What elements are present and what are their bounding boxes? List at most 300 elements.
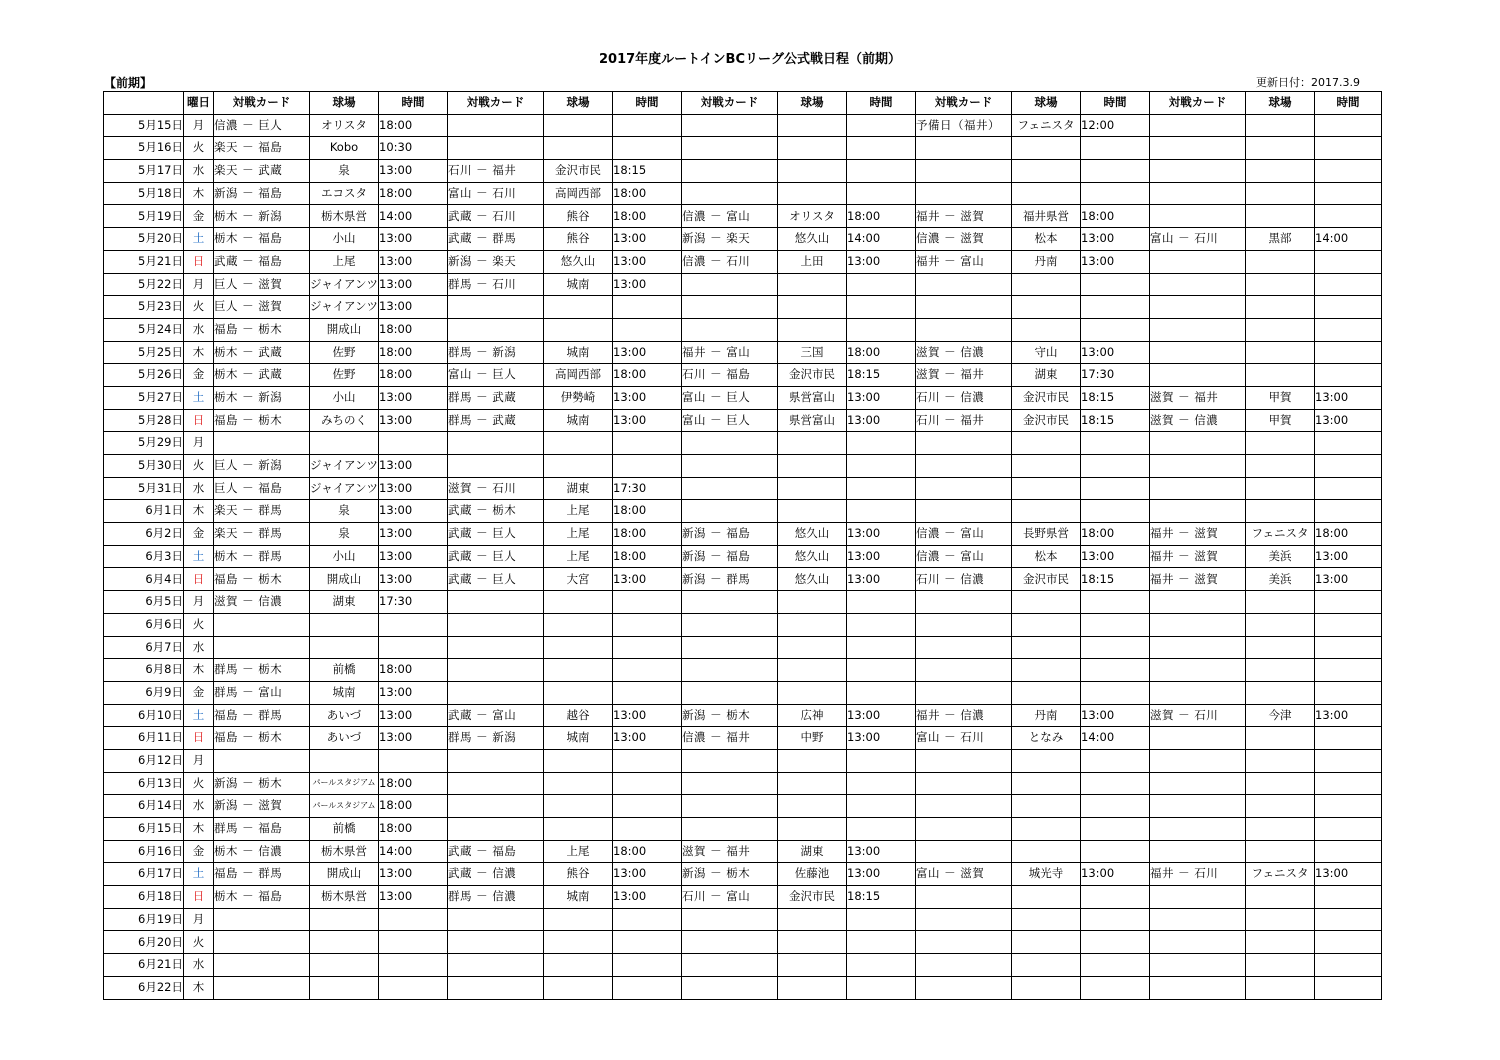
time-cell: 18:00 <box>379 795 448 818</box>
venue-cell: 福井県営 <box>1012 205 1081 228</box>
match-cell <box>916 976 1012 999</box>
venue-cell: 城南 <box>544 341 613 364</box>
date-cell: 5月29日 <box>104 432 184 455</box>
match-cell <box>1150 818 1246 841</box>
page-title: 2017年度ルートインBCリーグ公式戦日程（前期） <box>599 52 901 67</box>
header-time: 時間 <box>613 92 682 115</box>
venue-cell: 開成山 <box>310 863 379 886</box>
venue-cell: フェニスタ <box>1246 863 1315 886</box>
time-cell <box>1315 954 1382 977</box>
time-cell <box>1081 500 1150 523</box>
venue-cell <box>310 976 379 999</box>
venue-cell: 上田 <box>778 250 847 273</box>
time-cell: 13:00 <box>379 228 448 251</box>
time-cell: 13:00 <box>613 386 682 409</box>
venue-cell: 熊谷 <box>544 228 613 251</box>
time-cell <box>1081 273 1150 296</box>
venue-cell: あいづ <box>310 727 379 750</box>
match-cell <box>448 772 544 795</box>
time-cell <box>1081 795 1150 818</box>
header-date <box>104 92 184 115</box>
venue-cell: 甲賀 <box>1246 409 1315 432</box>
match-cell <box>682 477 778 500</box>
match-cell: 栃木 － 武蔵 <box>214 341 310 364</box>
time-cell: 13:00 <box>379 386 448 409</box>
weekday-cell: 木 <box>184 500 214 523</box>
venue-cell <box>1012 659 1081 682</box>
time-cell: 13:00 <box>1081 545 1150 568</box>
match-cell: 栃木 － 福島 <box>214 228 310 251</box>
venue-cell <box>310 931 379 954</box>
time-cell <box>1315 250 1382 273</box>
venue-cell <box>1246 840 1315 863</box>
match-cell <box>916 318 1012 341</box>
header-time: 時間 <box>379 92 448 115</box>
weekday-cell: 水 <box>184 477 214 500</box>
date-cell: 5月26日 <box>104 364 184 387</box>
match-cell: 武蔵 － 巨人 <box>448 545 544 568</box>
weekday-cell: 火 <box>184 296 214 319</box>
time-cell: 18:00 <box>1081 205 1150 228</box>
match-cell: 富山 － 石川 <box>916 727 1012 750</box>
match-cell <box>448 318 544 341</box>
match-cell: 石川 － 信濃 <box>916 386 1012 409</box>
match-cell: 群馬 － 栃木 <box>214 659 310 682</box>
date-cell: 6月18日 <box>104 886 184 909</box>
time-cell: 13:00 <box>379 160 448 183</box>
match-cell: 武蔵 － 富山 <box>448 704 544 727</box>
time-cell: 18:00 <box>613 523 682 546</box>
venue-cell: みちのく <box>310 409 379 432</box>
date-cell: 6月15日 <box>104 818 184 841</box>
match-cell <box>1150 886 1246 909</box>
date-cell: 6月13日 <box>104 772 184 795</box>
match-cell: 福井 － 滋賀 <box>1150 545 1246 568</box>
date-cell: 6月3日 <box>104 545 184 568</box>
match-cell <box>682 160 778 183</box>
table-row <box>104 477 1382 500</box>
match-cell: 新潟 － 福島 <box>682 523 778 546</box>
venue-cell <box>778 432 847 455</box>
time-cell <box>1315 114 1382 137</box>
venue-cell <box>778 477 847 500</box>
table-row <box>104 613 1382 636</box>
venue-cell: 佐藤池 <box>778 863 847 886</box>
venue-cell <box>1246 432 1315 455</box>
updated-date: 更新日付：2017.3.9 <box>1256 76 1360 89</box>
weekday-cell: 月 <box>184 591 214 614</box>
time-cell <box>847 432 916 455</box>
venue-cell <box>544 613 613 636</box>
date-cell: 6月21日 <box>104 954 184 977</box>
weekday-cell: 水 <box>184 795 214 818</box>
match-cell: 栃木 － 信濃 <box>214 840 310 863</box>
header-match: 対戦カード <box>448 92 544 115</box>
venue-cell <box>1012 273 1081 296</box>
match-cell <box>682 749 778 772</box>
match-cell <box>682 613 778 636</box>
time-cell <box>1315 976 1382 999</box>
venue-cell: 城南 <box>544 273 613 296</box>
weekday-cell: 土 <box>184 863 214 886</box>
time-cell <box>1315 795 1382 818</box>
weekday-cell: 日 <box>184 886 214 909</box>
match-cell <box>448 931 544 954</box>
match-cell: 群馬 － 武蔵 <box>448 386 544 409</box>
venue-cell <box>1246 659 1315 682</box>
time-cell <box>847 613 916 636</box>
time-cell <box>613 931 682 954</box>
match-cell <box>448 636 544 659</box>
time-cell <box>1081 659 1150 682</box>
time-cell <box>1315 318 1382 341</box>
weekday-cell: 木 <box>184 341 214 364</box>
match-cell <box>682 908 778 931</box>
time-cell: 18:00 <box>379 364 448 387</box>
venue-cell <box>778 591 847 614</box>
venue-cell <box>778 931 847 954</box>
time-cell <box>379 613 448 636</box>
time-cell: 13:00 <box>379 477 448 500</box>
match-cell <box>682 591 778 614</box>
time-cell <box>1315 160 1382 183</box>
match-cell: 栃木 － 群馬 <box>214 545 310 568</box>
time-cell: 13:00 <box>847 568 916 591</box>
date-cell: 5月18日 <box>104 182 184 205</box>
time-cell: 17:30 <box>379 591 448 614</box>
match-cell: 福井 － 富山 <box>682 341 778 364</box>
match-cell <box>916 273 1012 296</box>
venue-cell <box>1012 432 1081 455</box>
venue-cell <box>544 636 613 659</box>
venue-cell: 丹南 <box>1012 704 1081 727</box>
match-cell <box>682 455 778 478</box>
match-cell: 新潟 － 栃木 <box>214 772 310 795</box>
time-cell <box>1315 818 1382 841</box>
time-cell: 13:00 <box>379 296 448 319</box>
match-cell: 武蔵 － 福島 <box>448 840 544 863</box>
date-cell: 6月8日 <box>104 659 184 682</box>
match-cell: 福井 － 富山 <box>916 250 1012 273</box>
date-cell: 6月6日 <box>104 613 184 636</box>
weekday-cell: 木 <box>184 976 214 999</box>
match-cell <box>916 659 1012 682</box>
match-cell: 武蔵 － 栃木 <box>448 500 544 523</box>
venue-cell <box>1246 364 1315 387</box>
venue-cell <box>544 954 613 977</box>
match-cell: 滋賀 － 信濃 <box>1150 409 1246 432</box>
venue-cell <box>778 659 847 682</box>
match-cell: 富山 － 巨人 <box>682 409 778 432</box>
match-cell: 予備日（福井） <box>916 114 1012 137</box>
venue-cell: 悠久山 <box>778 523 847 546</box>
venue-cell <box>1246 591 1315 614</box>
date-cell: 6月22日 <box>104 976 184 999</box>
time-cell <box>613 818 682 841</box>
match-cell <box>448 114 544 137</box>
match-cell <box>1150 908 1246 931</box>
time-cell <box>847 818 916 841</box>
time-cell <box>1315 455 1382 478</box>
venue-cell <box>1012 182 1081 205</box>
table-row <box>104 727 1382 750</box>
time-cell <box>613 749 682 772</box>
venue-cell: ジャイアンツ <box>310 296 379 319</box>
venue-cell <box>1246 137 1315 160</box>
match-cell: 新潟 － 福島 <box>214 182 310 205</box>
match-cell <box>1150 500 1246 523</box>
time-cell: 13:00 <box>1315 568 1382 591</box>
time-cell: 13:00 <box>379 704 448 727</box>
time-cell: 14:00 <box>1315 228 1382 251</box>
venue-cell: 城光寺 <box>1012 863 1081 886</box>
table-row <box>104 908 1382 931</box>
venue-cell <box>544 659 613 682</box>
venue-cell: 佐野 <box>310 364 379 387</box>
venue-cell: 栃木県営 <box>310 886 379 909</box>
weekday-cell: 水 <box>184 954 214 977</box>
match-cell <box>214 749 310 772</box>
venue-cell: 金沢市民 <box>544 160 613 183</box>
time-cell <box>1315 205 1382 228</box>
match-cell: 信濃 － 巨人 <box>214 114 310 137</box>
time-cell <box>379 976 448 999</box>
date-cell: 6月7日 <box>104 636 184 659</box>
time-cell <box>847 273 916 296</box>
venue-cell <box>1012 931 1081 954</box>
match-cell: 群馬 － 信濃 <box>448 886 544 909</box>
date-cell: 6月12日 <box>104 749 184 772</box>
time-cell: 13:00 <box>613 228 682 251</box>
time-cell: 13:00 <box>1081 228 1150 251</box>
header-venue: 球場 <box>310 92 379 115</box>
venue-cell <box>778 318 847 341</box>
time-cell <box>1315 273 1382 296</box>
match-cell <box>682 795 778 818</box>
match-cell: 福井 － 信濃 <box>916 704 1012 727</box>
match-cell: 栃木 － 武蔵 <box>214 364 310 387</box>
table-row <box>104 500 1382 523</box>
table-row <box>104 409 1382 432</box>
venue-cell <box>310 954 379 977</box>
venue-cell: 伊勢崎 <box>544 386 613 409</box>
time-cell <box>613 296 682 319</box>
venue-cell <box>1246 318 1315 341</box>
venue-cell <box>1012 613 1081 636</box>
match-cell <box>916 795 1012 818</box>
match-cell <box>448 591 544 614</box>
date-cell: 5月19日 <box>104 205 184 228</box>
match-cell <box>1150 681 1246 704</box>
table-row <box>104 772 1382 795</box>
match-cell <box>916 500 1012 523</box>
table-row <box>104 273 1382 296</box>
time-cell <box>613 976 682 999</box>
venue-cell <box>778 137 847 160</box>
match-cell <box>1150 364 1246 387</box>
date-cell: 5月27日 <box>104 386 184 409</box>
match-cell <box>448 818 544 841</box>
match-cell: 石川 － 福井 <box>448 160 544 183</box>
time-cell <box>847 795 916 818</box>
venue-cell: 悠久山 <box>544 250 613 273</box>
table-row <box>104 250 1382 273</box>
time-cell: 18:00 <box>379 659 448 682</box>
venue-cell <box>1246 205 1315 228</box>
time-cell <box>379 931 448 954</box>
match-cell <box>448 296 544 319</box>
venue-cell <box>1246 636 1315 659</box>
time-cell: 10:30 <box>379 137 448 160</box>
time-cell: 13:00 <box>613 341 682 364</box>
match-cell: 石川 － 富山 <box>682 886 778 909</box>
venue-cell: オリスタ <box>778 205 847 228</box>
time-cell: 18:00 <box>1081 523 1150 546</box>
match-cell: 信濃 － 石川 <box>682 250 778 273</box>
venue-cell <box>1246 455 1315 478</box>
match-cell: 信濃 － 富山 <box>916 523 1012 546</box>
weekday-cell: 土 <box>184 545 214 568</box>
venue-cell: エコスタ <box>310 182 379 205</box>
match-cell <box>916 455 1012 478</box>
date-cell: 5月23日 <box>104 296 184 319</box>
time-cell <box>847 160 916 183</box>
venue-cell <box>310 432 379 455</box>
venue-cell: 湖東 <box>310 591 379 614</box>
venue-cell <box>778 160 847 183</box>
match-cell: 滋賀 － 福井 <box>1150 386 1246 409</box>
time-cell: 13:00 <box>847 523 916 546</box>
venue-cell: 城南 <box>544 727 613 750</box>
table-row <box>104 432 1382 455</box>
match-cell <box>448 613 544 636</box>
time-cell <box>1315 908 1382 931</box>
time-cell <box>613 455 682 478</box>
venue-cell: 今津 <box>1246 704 1315 727</box>
weekday-cell: 火 <box>184 931 214 954</box>
time-cell <box>1081 954 1150 977</box>
header-match: 対戦カード <box>682 92 778 115</box>
time-cell: 18:15 <box>847 364 916 387</box>
weekday-cell: 日 <box>184 409 214 432</box>
time-cell: 13:00 <box>613 568 682 591</box>
weekday-cell: 日 <box>184 568 214 591</box>
match-cell: 楽天 － 福島 <box>214 137 310 160</box>
venue-cell: 悠久山 <box>778 228 847 251</box>
match-cell <box>214 931 310 954</box>
table-row <box>104 523 1382 546</box>
venue-cell <box>1012 160 1081 183</box>
table-row <box>104 636 1382 659</box>
time-cell <box>1081 772 1150 795</box>
time-cell: 18:00 <box>379 818 448 841</box>
time-cell: 13:00 <box>379 886 448 909</box>
time-cell <box>613 681 682 704</box>
venue-cell: 開成山 <box>310 568 379 591</box>
header-day: 曜日 <box>184 92 214 115</box>
match-cell <box>1150 636 1246 659</box>
date-cell: 5月22日 <box>104 273 184 296</box>
time-cell <box>613 908 682 931</box>
venue-cell <box>778 114 847 137</box>
time-cell: 13:00 <box>613 273 682 296</box>
match-cell <box>916 886 1012 909</box>
match-cell <box>1150 772 1246 795</box>
venue-cell <box>544 591 613 614</box>
weekday-cell: 金 <box>184 840 214 863</box>
time-cell: 18:00 <box>613 364 682 387</box>
match-cell: 新潟 － 福島 <box>682 545 778 568</box>
venue-cell <box>310 908 379 931</box>
match-cell <box>214 976 310 999</box>
time-cell: 13:00 <box>613 863 682 886</box>
time-cell <box>379 749 448 772</box>
venue-cell: 大宮 <box>544 568 613 591</box>
venue-cell: 泉 <box>310 523 379 546</box>
time-cell <box>1081 681 1150 704</box>
time-cell <box>1315 591 1382 614</box>
time-cell: 13:00 <box>379 568 448 591</box>
date-cell: 6月11日 <box>104 727 184 750</box>
time-cell: 18:00 <box>613 205 682 228</box>
venue-cell: 小山 <box>310 228 379 251</box>
time-cell <box>847 114 916 137</box>
time-cell: 13:00 <box>1315 409 1382 432</box>
match-cell: 新潟 － 楽天 <box>448 250 544 273</box>
match-cell <box>1150 795 1246 818</box>
date-cell: 6月10日 <box>104 704 184 727</box>
venue-cell: 上尾 <box>544 545 613 568</box>
venue-cell: 越谷 <box>544 704 613 727</box>
venue-cell <box>1246 182 1315 205</box>
date-cell: 6月9日 <box>104 681 184 704</box>
match-cell <box>682 137 778 160</box>
match-cell: 巨人 － 滋賀 <box>214 296 310 319</box>
venue-cell <box>778 636 847 659</box>
weekday-cell: 月 <box>184 908 214 931</box>
match-cell: 福島 － 栃木 <box>214 318 310 341</box>
match-cell <box>448 681 544 704</box>
match-cell: 福島 － 群馬 <box>214 704 310 727</box>
weekday-cell: 日 <box>184 727 214 750</box>
venue-cell <box>778 908 847 931</box>
table-row <box>104 795 1382 818</box>
venue-cell: 悠久山 <box>778 545 847 568</box>
time-cell: 18:15 <box>1081 409 1150 432</box>
time-cell <box>613 795 682 818</box>
match-cell: 石川 － 福島 <box>682 364 778 387</box>
time-cell: 13:00 <box>613 409 682 432</box>
match-cell <box>916 840 1012 863</box>
time-cell: 18:15 <box>613 160 682 183</box>
date-cell: 5月15日 <box>104 114 184 137</box>
time-cell: 18:00 <box>1315 523 1382 546</box>
table-row <box>104 659 1382 682</box>
match-cell: 栃木 － 新潟 <box>214 386 310 409</box>
match-cell <box>916 772 1012 795</box>
match-cell: 巨人 － 福島 <box>214 477 310 500</box>
venue-cell: 湖東 <box>544 477 613 500</box>
time-cell: 18:00 <box>379 772 448 795</box>
time-cell: 13:00 <box>379 523 448 546</box>
venue-cell <box>1012 455 1081 478</box>
venue-cell <box>1246 886 1315 909</box>
weekday-cell: 月 <box>184 432 214 455</box>
weekday-cell: 木 <box>184 659 214 682</box>
date-cell: 5月21日 <box>104 250 184 273</box>
time-cell: 13:00 <box>847 727 916 750</box>
venue-cell: 高岡西部 <box>544 364 613 387</box>
